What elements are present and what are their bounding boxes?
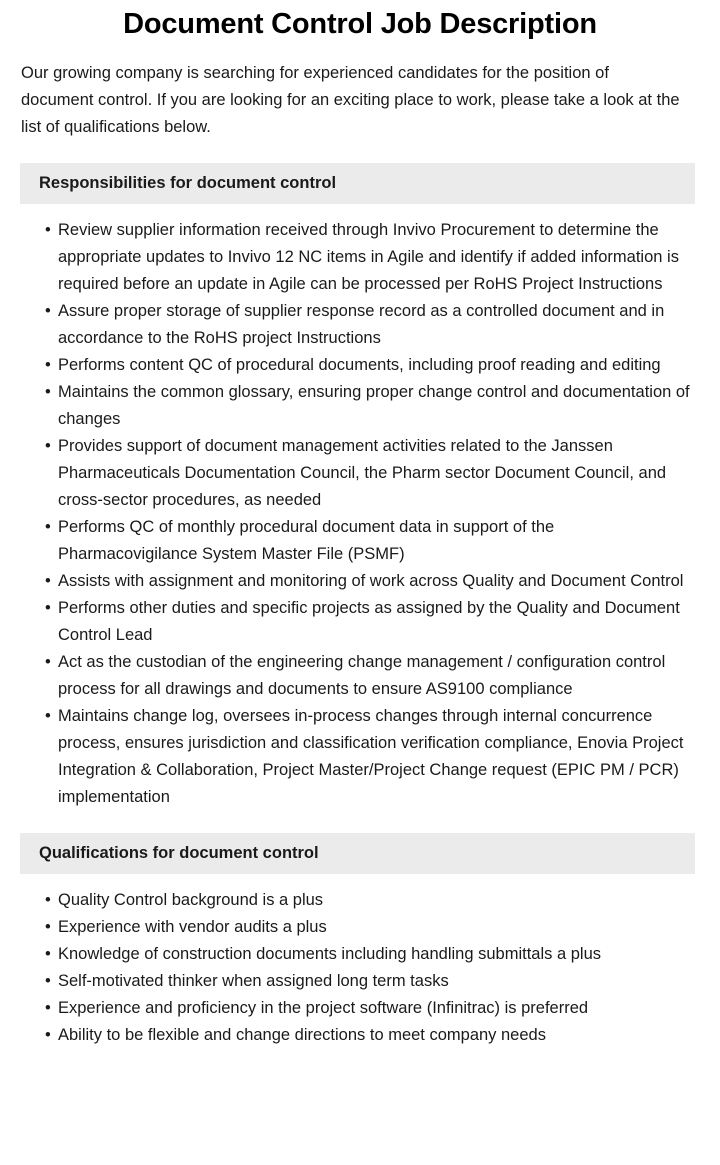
list-item: • Experience and proficiency in the project software (Infinitrac) is preferred [45,995,696,1022]
qualifications-list [0,874,720,1049]
list-item: • Ability to be flexible and change directions to meet company needs [45,1022,696,1049]
responsibilities-section-header: Responsibilities for document control [20,163,695,204]
list-item: • Review supplier information received through Invivo Procurement to determine the appropriate updates to Invivo 12 NC items in Agile and identify if added information is required before an update in Agile can be processed per RoHS Project Instructions [45,217,696,298]
list-item: • Performs other duties and specific projects as assigned by the Quality and Document Control Lead [45,595,696,649]
responsibilities-list [0,204,720,811]
list-item: • Self-motivated thinker when assigned long term tasks [45,968,696,995]
page-title: Document Control Job Description [123,8,597,40]
list-item: • Performs content QC of procedural documents, including proof reading and editing [45,352,696,379]
list-item: • Quality Control background is a plus [45,887,696,914]
list-item: • Provides support of document management activities related to the Janssen Pharmaceuticals Documentation Council, the Pharm sector Document Council, and cross-sector procedures, as needed [45,433,696,514]
list-item: • Maintains the common glossary, ensuring proper change control and documentation of changes [45,379,696,433]
list-item: • Act as the custodian of the engineering change management / configuration control process for all drawings and documents to ensure AS9100 compliance [45,649,696,703]
list-item: • Assure proper storage of supplier response record as a controlled document and in accordance to the RoHS project Instructions [45,298,696,352]
list-item: • Maintains change log, oversees in-process changes through internal concurrence process, ensures jurisdiction and classification verification compliance, Enovia Project Integration & Collaboration, Project Master/Project Change request (EPIC PM / PCR) implementation [45,703,696,811]
list-item: • Knowledge of construction documents including handling submittals a plus [45,941,696,968]
qualifications-section-header: Qualifications for document control [20,833,695,874]
list-item: • Performs QC of monthly procedural document data in support of the Pharmacovigilance System Master File (PSMF) [45,514,696,568]
list-item: • Experience with vendor audits a plus [45,914,696,941]
intro-paragraph: Our growing company is searching for experienced candidates for the position of document control. If you are looking for an exciting place to work, please take a look at the list of qualifications below. [21,64,680,136]
list-item: • Assists with assignment and monitoring of work across Quality and Document Control [45,568,696,595]
